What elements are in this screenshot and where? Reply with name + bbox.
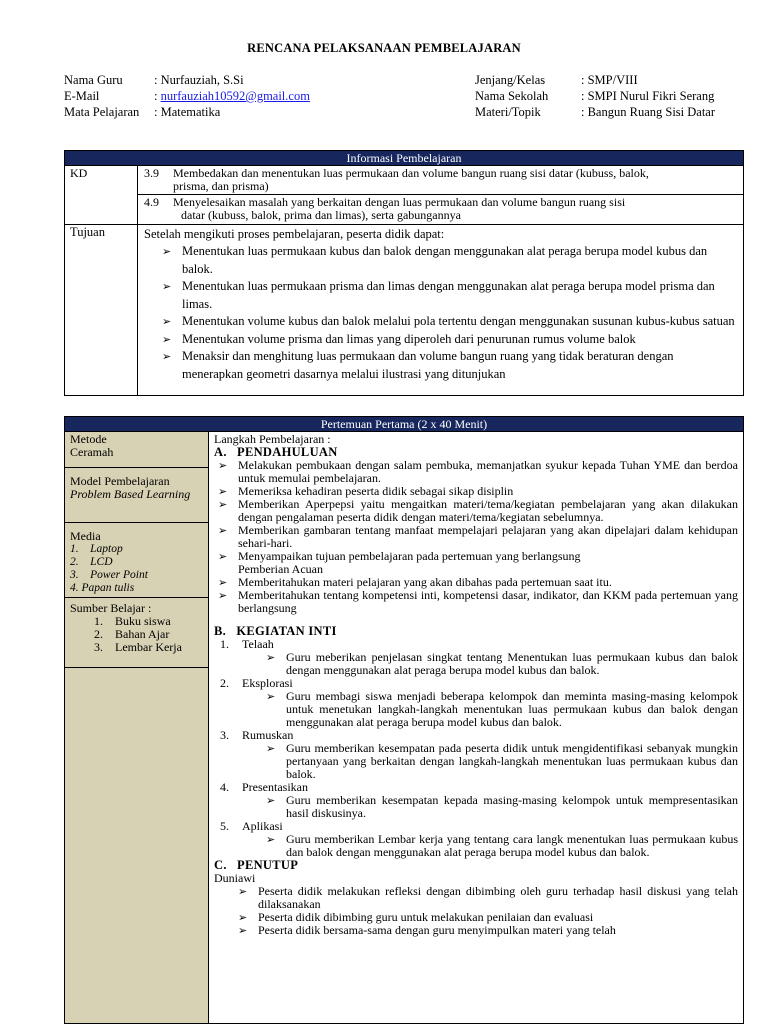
inti-step-name: Presentasikan — [242, 780, 308, 794]
media-item: 1. Laptop — [70, 543, 123, 555]
pendahuluan-item: ➢ Memberitahukan materi pelajaran yang akan dibahas pada pertemuan saat itu. — [216, 576, 738, 589]
kd-label: KD — [65, 166, 138, 225]
langkah-cell — [209, 432, 744, 1024]
grade-label: Jenjang/Kelas — [475, 73, 546, 87]
duniawi-label: Duniawi — [214, 871, 256, 885]
pendahuluan-item: ➢ Memeriksa kehadiran peserta didik sebagai sikap disiplin — [216, 485, 738, 498]
tujuan-item: ➢ Menentukan luas permukaan kubus dan balok dengan menggunakan alat peraga berupa model kubus dan balok. — [160, 243, 737, 278]
kd-number: 4.9 — [144, 195, 159, 209]
media-label: Media — [70, 529, 101, 543]
kd-number: 3.9 — [144, 166, 159, 180]
media-item: 3. Power Point — [70, 569, 148, 581]
model-value: Problem Based Learning — [70, 487, 191, 501]
tujuan-intro: Setelah mengikuti proses pembelajaran, peserta didik dapat: — [144, 227, 445, 241]
inti-step-text: ➢ Guru memberikan kesempatan pada peserta didik untuk mengidentifikasi sebanyak mungkin pertanyaan yang berkaitan dengan langkah-langkah menentukan luas permukaan kubus dan balok. — [264, 742, 738, 781]
school-label: Nama Sekolah — [475, 89, 549, 103]
model-cell — [65, 468, 209, 523]
teacher-name-value: : Nurfauziah, S.Si — [154, 73, 244, 87]
email-colon: : — [154, 89, 161, 103]
pendahuluan-item: ➢ Memberitahukan tentang kompetensi inti, kompetensi dasar, indikator, dan KKM pada pertemuan yang berlangsung — [216, 589, 738, 615]
tujuan-item: ➢ Menentukan volume prisma dan limas yang diperoleh dari penurunan rumus volume balok — [160, 331, 737, 349]
inti-step-number: 1. — [220, 637, 229, 651]
kd-item — [138, 195, 744, 225]
info-table — [64, 150, 744, 396]
school-value: : SMPI Nurul Fikri Serang — [581, 89, 715, 103]
sumber-label: Sumber Belajar : — [70, 601, 152, 615]
teacher-name-label: Nama Guru — [64, 73, 123, 87]
kd-text: datar (kubuss, balok, prima dan limas), serta gabungannya — [181, 208, 461, 222]
kd-text: Menyelesaikan masalah yang berkaitan dengan luas permukaan dan volume bangun ruang sisi — [173, 195, 626, 209]
inti-step — [214, 638, 738, 677]
tujuan-item: ➢ Menentukan luas permukaan prisma dan limas dengan menggunakan alat peraga berupa model prisma dan limas. — [160, 278, 737, 313]
topic-value: : Bangun Ruang Sisi Datar — [581, 105, 716, 119]
penutup-item: ➢ Peserta didik bersama-sama dengan guru menyimpulkan materi yang telah — [236, 924, 738, 937]
inti-step — [214, 677, 738, 729]
pendahuluan-item: ➢ Melakukan pembukaan dengan salam pembuka, memanjatkan syukur kepada Tuhan YME dan berdoa untuk memulai pembelajaran. — [216, 459, 738, 485]
penutup-item: ➢ Peserta didik dibimbing guru untuk melakukan penilaian dan evaluasi — [236, 911, 738, 924]
grade-value: : SMP/VIII — [581, 73, 638, 87]
sumber-cell — [65, 598, 209, 668]
inti-step — [214, 729, 738, 781]
media-item: 2. LCD — [70, 556, 113, 568]
inti-step-number: 3. — [220, 728, 229, 742]
info-heading: Informasi Pembelajaran — [65, 151, 744, 166]
topic-label: Materi/Topik — [475, 105, 541, 119]
inti-step-text: ➢ Guru memberikan Lembar kerja yang tentang cara langk menentukan luas permukaan kubus dan balok dengan menggunakan alat peraga berupa model kubus dan balok. — [264, 833, 738, 859]
tujuan-label: Tujuan — [65, 225, 138, 396]
tujuan-item: ➢ Menaksir dan menghitung luas permukaan dan volume bangun ruang yang tidak beraturan dengan menerapkan geometri dasarnya melalui ilustrasi yang ditunjukan — [160, 348, 737, 383]
pendahuluan-item: ➢ Memberikan Aperpepsi yaitu mengaitkan materi/tema/kegiatan pembelajaran yang akan dilakukan dengan pengalaman peserta didik dengan materi/tema/kegiatan sebelumnya. — [216, 498, 738, 524]
sumber-item: 2. Bahan Ajar — [94, 627, 170, 641]
tujuan-item: ➢ Menentukan volume kubus dan balok melalui pola tertentu dengan menggunakan susunan kubus-kubus satuan — [160, 313, 737, 331]
header-right — [475, 72, 715, 120]
side-filler — [65, 668, 209, 1024]
inti-step-number: 4. — [220, 780, 229, 794]
inti-step-name: Eksplorasi — [242, 676, 293, 690]
sumber-item: 3. Lembar Kerja — [94, 640, 182, 654]
email-label: E-Mail — [64, 89, 100, 103]
inti-step-name: Telaah — [242, 637, 274, 651]
metode-cell — [65, 432, 209, 468]
kd-item — [138, 166, 744, 195]
inti-step — [214, 820, 738, 859]
media-item: 4. Papan tulis — [70, 582, 135, 594]
meeting-heading: Pertemuan Pertama (2 x 40 Menit) — [65, 417, 744, 432]
metode-label: Metode — [70, 432, 107, 446]
kd-text: Membedakan dan menentukan luas permukaan dan volume bangun ruang sisi datar (kubuss, balok, — [173, 166, 649, 180]
subject-label: Mata Pelajaran — [64, 105, 140, 119]
pendahuluan-item: ➢ Menyampaikan tujuan pembelajaran pada pertemuan yang berlangsung Pemberian Acuan — [216, 550, 738, 576]
meeting-table — [64, 416, 744, 1024]
header-left — [64, 72, 310, 120]
subject-value: : Matematika — [154, 105, 221, 119]
tujuan-cell — [138, 225, 744, 396]
section-penutup: C. PENUTUP — [214, 858, 299, 872]
penutup-item: ➢ Peserta didik melakukan refleksi dengan dibimbing oleh guru terhadap hasil diskusi yang telah dilaksanakan — [236, 885, 738, 911]
inti-step — [214, 781, 738, 820]
metode-value: Ceramah — [70, 445, 114, 459]
kd-text: prisma, dan prisma) — [173, 179, 269, 193]
inti-step-text: ➢ Guru membagi siswa menjadi beberapa kelompok dan meminta masing-masing kelompok untuk menetukan langkah-langkah menentukan luas permukaan kubus dan balok dengan menggunakan alat peraga berupa model kubus dan balok. — [264, 690, 738, 729]
langkah-label: Langkah Pembelajaran : — [214, 432, 331, 446]
model-label: Model Pembelajaran — [70, 474, 170, 488]
email-link[interactable]: nurfauziah10592@gmail.com — [160, 89, 310, 103]
inti-step-number: 5. — [220, 819, 229, 833]
media-cell — [65, 523, 209, 598]
inti-step-name: Aplikasi — [242, 819, 283, 833]
pendahuluan-item: ➢ Memberikan gambaran tentang manfaat mempelajari pelajaran yang akan dipelajari dalam kehidupan sehari-hari. — [216, 524, 738, 550]
inti-step-text: ➢ Guru meberikan penjelasan singkat tentang Menentukan luas permukaan kubus dan balok dengan menggunakan alat peraga berupa model kubus dan balok. — [264, 651, 738, 677]
section-kegiatan-inti: B. KEGIATAN INTI — [214, 624, 337, 638]
inti-step-name: Rumuskan — [242, 728, 294, 742]
section-pendahuluan: A. PENDAHULUAN — [214, 445, 338, 459]
sumber-item: 1. Buku siswa — [94, 614, 171, 628]
inti-step-number: 2. — [220, 676, 229, 690]
inti-step-text: ➢ Guru memberikan kesempatan kepada masing-masing kelompok untuk mempresentasikan hasil diskusinya. — [264, 794, 738, 820]
document-title: RENCANA PELAKSANAAN PEMBELAJARAN — [247, 41, 521, 55]
